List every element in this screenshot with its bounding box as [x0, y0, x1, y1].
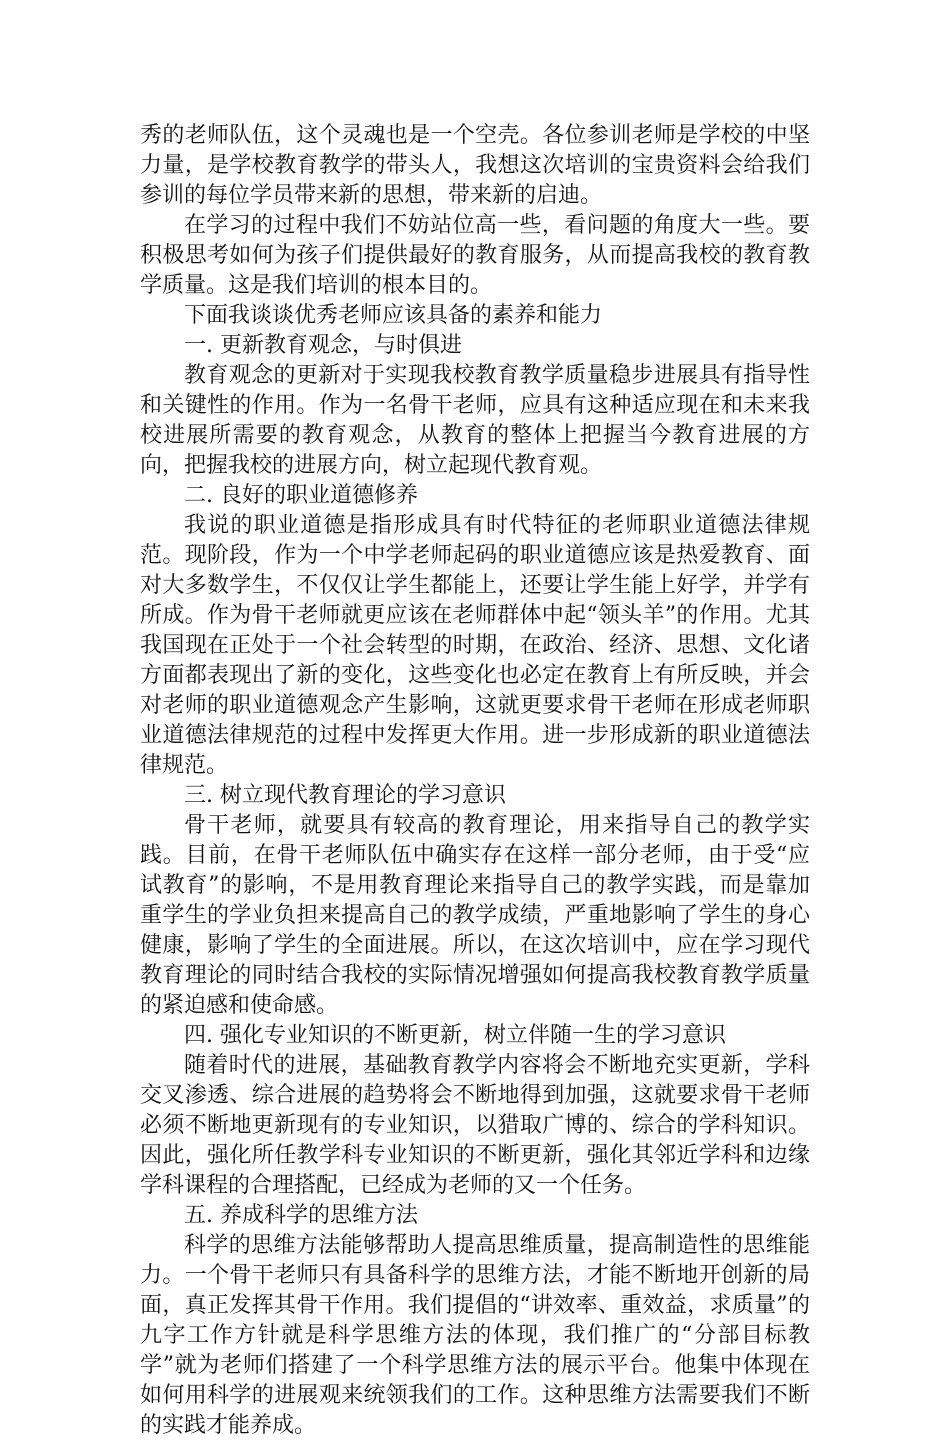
- paragraph-intro-continued: 秀的老师队伍，这个灵魂也是一个空壳。各位参训老师是学校的中坚力量，是学校教育教学的带头人，我想这次培训的宝贵资料会给我们参训的每位学员带来新的思想，带来新的启迪。: [140, 123, 810, 208]
- paragraph-section-5: 科学的思维方法能够帮助人提高思维质量，提高制造性的思维能力。一个骨干老师只有具备科学的思维方法，才能不断地开创新的局面，真正发挥其骨干作用。我们提倡的“讲效率、重效益，求质量”的九字工作方针就是科学思维方法的体现，我们推广的“分部目标教学”就为老师们搭建了一个科学思维方法的展示平台。他集中体现在如何用科学的进展观来统领我们的工作。这种思维方法需要我们不断的实践才能养成。: [140, 1233, 810, 1438]
- paragraph-topic-intro: 下面我谈谈优秀老师应该具备的素养和能力: [184, 303, 603, 328]
- section-heading-5: 五. 养成科学的思维方法: [184, 1203, 418, 1228]
- section-heading-2: 二. 良好的职业道德修养: [184, 483, 418, 508]
- section-heading-4: 四. 强化专业知识的不断更新，树立伴随一生的学习意识: [184, 1023, 726, 1048]
- paragraph-section-1: 教育观念的更新对于实现我校教育教学质量稳步进展具有指导性和关键性的作用。作为一名骨干老师，应具有这种适应现在和未来我校进展所需要的教育观念，从教育的整体上把握当今教育进展的方向，把握我校的进展方向，树立起现代教育观。: [140, 363, 810, 478]
- document-page: [140, 121, 810, 1441]
- paragraph-section-4: 随着时代的进展，基础教育教学内容将会不断地充实更新，学科交叉渗透、综合进展的趋势将会不断地得到加强，这就要求骨干老师必须不断地更新现有的专业知识，以猎取广博的、综合的学科知识。因此，强化所任教学科专业知识的不断更新，强化其邻近学科和边缘学科课程的合理搭配，已经成为老师的又一个任务。: [140, 1053, 810, 1198]
- paragraph-study-purpose: 在学习的过程中我们不妨站位高一些，看问题的角度大一些。要积极思考如何为孩子们提供最好的教育服务，从而提高我校的教育教学质量。这是我们培训的根本目的。: [140, 213, 810, 298]
- paragraph-section-2: 我说的职业道德是指形成具有时代特征的老师职业道德法律规范。现阶段，作为一个中学老师起码的职业道德应该是热爱教育、面对大多数学生，不仅仅让学生都能上，还要让学生能上好学，并学有所成。作为骨干老师就更应该在老师群体中起“领头羊”的作用。尤其我国现在正处于一个社会转型的时期，在政治、经济、思想、文化诸方面都表现出了新的变化，这些变化也必定在教育上有所反映，并会对老师的职业道德观念产生影响，这就更要求骨干老师在形成老师职业道德法律规范的过程中发挥更大作用。进一步形成新的职业道德法律规范。: [140, 513, 810, 778]
- paragraph-section-3: 骨干老师，就要具有较高的教育理论，用来指导自己的教学实践。目前，在骨干老师队伍中确实存在这样一部分老师，由于受“应试教育”的影响，不是用教育理论来指导自己的教学实践，而是靠加重学生的学业负担来提高自己的教学成绩，严重地影响了学生的身心健康，影响了学生的全面进展。所以，在这次培训中，应在学习现代教育理论的同时结合我校的实际情况增强如何提高我校教育教学质量的紧迫感和使命感。: [140, 813, 810, 1018]
- section-heading-1: 一. 更新教育观念，与时俱进: [184, 333, 462, 358]
- section-heading-3: 三. 树立现代教育理论的学习意识: [184, 783, 506, 808]
